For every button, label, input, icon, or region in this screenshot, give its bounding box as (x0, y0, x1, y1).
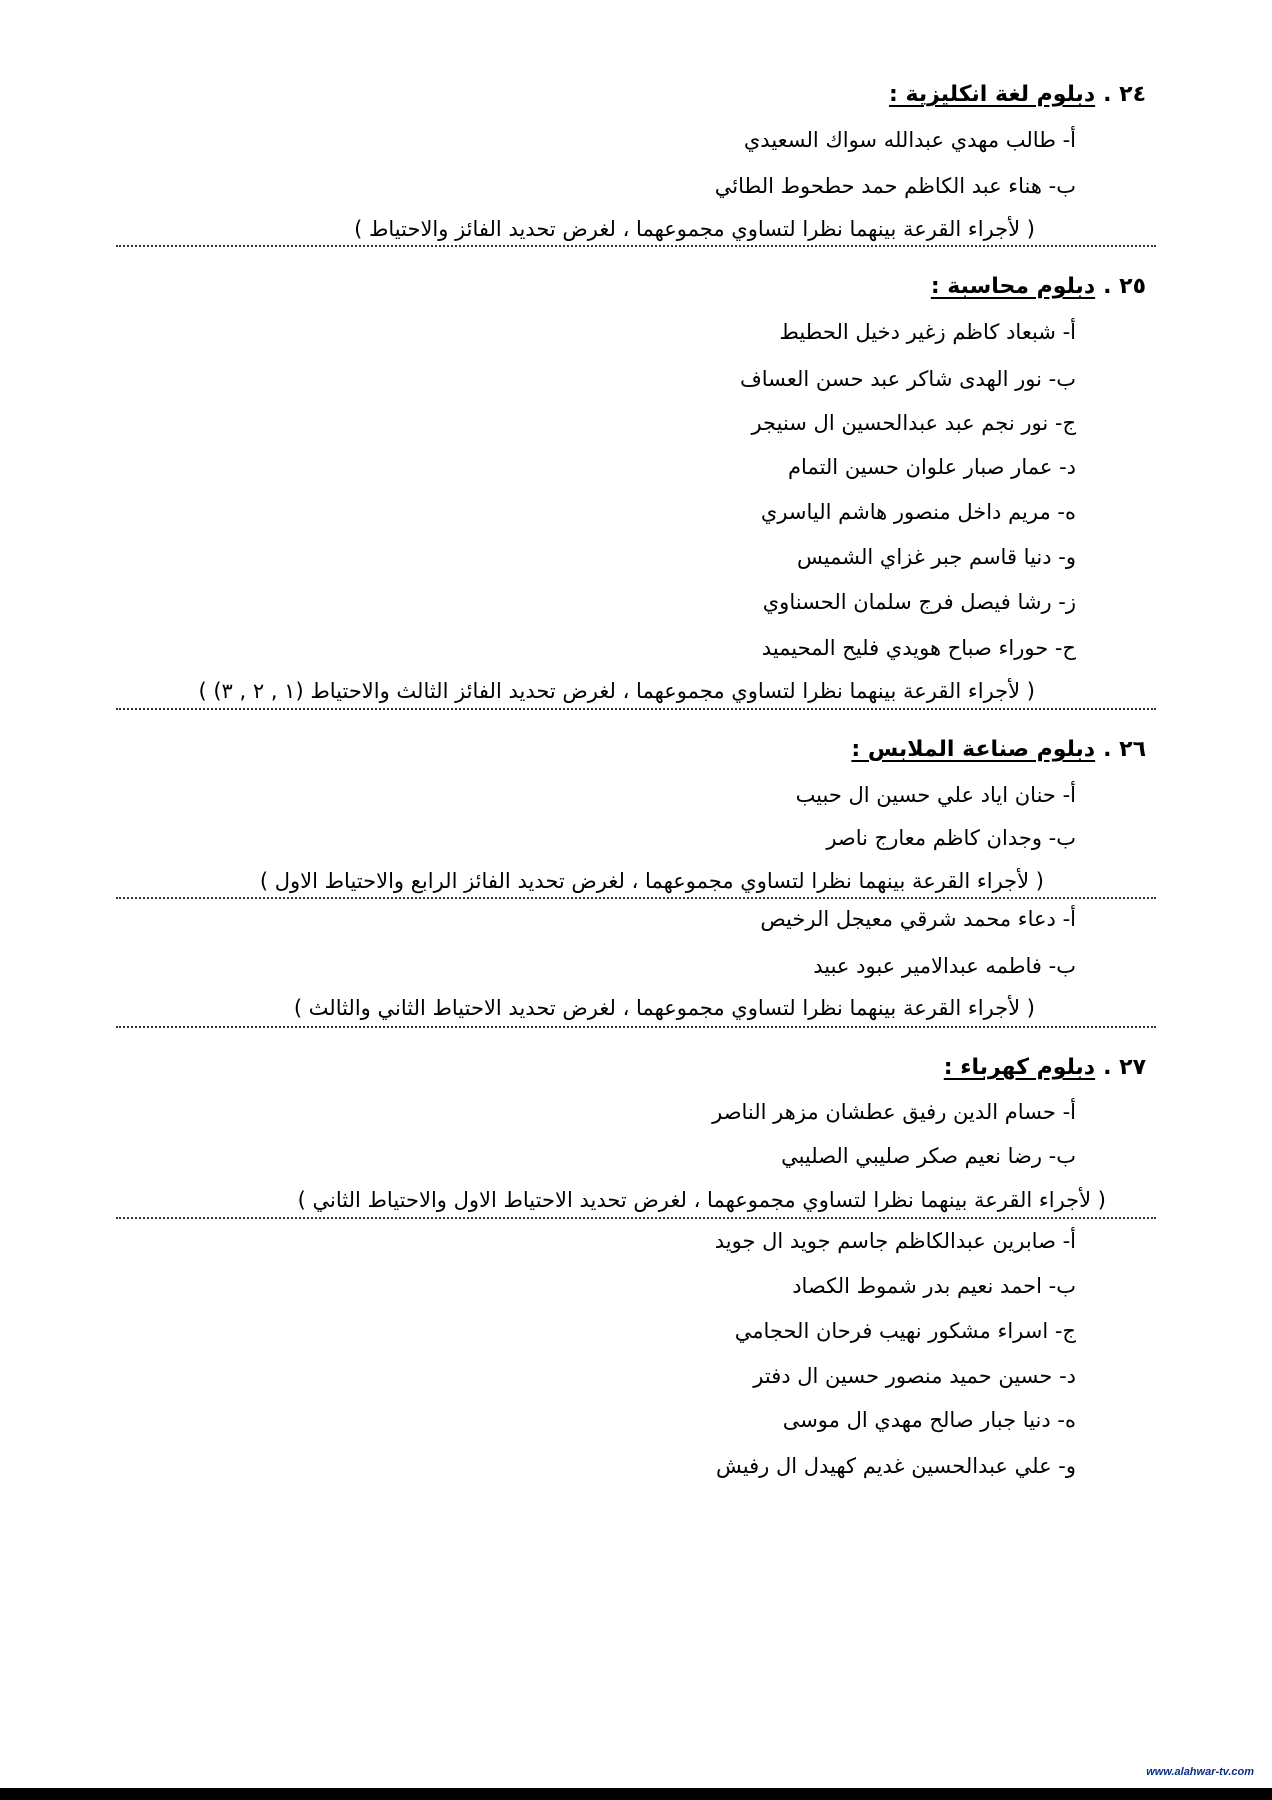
list-item: ز- رشا فيصل فرج سلمان الحسناوي (762, 590, 1076, 614)
list-item: ب- وجدان كاظم معارج ناصر (826, 826, 1076, 850)
list-item: أ- شبعاد كاظم زغير دخيل الحطيط (779, 320, 1076, 344)
section-heading-26 (851, 735, 1146, 765)
list-item: د- عمار صبار علوان حسين التمام (788, 455, 1076, 479)
list-item: د- حسين حميد منصور حسين ال دفتر (753, 1364, 1076, 1388)
list-item: أ- حنان اياد علي حسين ال حبيب (795, 783, 1076, 807)
list-item: ح- حوراء صباح هويدي فليح المحيميد (761, 636, 1076, 660)
section-number: ٢٧ . (1103, 1055, 1146, 1080)
dotted-divider (116, 245, 1156, 247)
draw-note: ( لأجراء القرعة بينهما نظرا لتساوي مجموعهما ، لغرض تحديد الاحتياط الثاني والثالث ) (293, 996, 1035, 1020)
dotted-divider (116, 1217, 1156, 1219)
list-item: ب- احمد نعيم بدر شموط الكصاد (792, 1274, 1076, 1298)
section-heading-25 (931, 272, 1146, 302)
list-item: و- دنيا قاسم جبر غزاي الشميس (797, 545, 1076, 569)
list-item: ب- فاطمه عبدالامير عبود عبيد (813, 954, 1076, 978)
list-item: ج- نور نجم عبد عبدالحسين ال سنيجر (751, 411, 1076, 435)
list-item: أ- صابرين عبدالكاظم جاسم جويد ال جويد (714, 1229, 1076, 1253)
list-item: ب- هناء عبد الكاظم حمد حطحوط الطائي (714, 174, 1076, 198)
dotted-divider (116, 708, 1156, 710)
list-item: ب- رضا نعيم صكر صليبي الصليبي (781, 1144, 1076, 1168)
draw-note: ( لأجراء القرعة بينهما نظرا لتساوي مجموعهما ، لغرض تحديد الفائز الرابع والاحتياط الاول ) (259, 869, 1044, 893)
list-item: أ- دعاء محمد شرقي معيجل الرخيص (760, 907, 1076, 931)
list-item: ه- دنيا جبار صالح مهدي ال موسى (782, 1408, 1076, 1432)
draw-note: ( لأجراء القرعة بينهما نظرا لتساوي مجموعهما ، لغرض تحديد الاحتياط الاول والاحتياط الثاني ) (297, 1188, 1106, 1212)
list-item: و- علي عبدالحسين غديم كهيدل ال رفيش (716, 1454, 1076, 1478)
dotted-divider (116, 897, 1156, 899)
section-number: ٢٥ . (1103, 274, 1146, 299)
list-item: ب- نور الهدى شاكر عبد حسن العساف (739, 367, 1076, 391)
section-heading-27 (944, 1053, 1146, 1083)
list-item: أ- حسام الدين رفيق عطشان مزهر الناصر (712, 1100, 1076, 1124)
list-item: ج- اسراء مشكور نهيب فرحان الحجامي (734, 1319, 1076, 1343)
draw-note: ( لأجراء القرعة بينهما نظرا لتساوي مجموعهما ، لغرض تحديد الفائز والاحتياط ) (354, 217, 1035, 241)
section-title: دبلوم لغة انكليزية : (889, 82, 1096, 107)
dotted-divider (116, 1026, 1156, 1028)
section-title: دبلوم صناعة الملابس : (851, 737, 1096, 762)
list-item: ه- مريم داخل منصور هاشم الياسري (760, 500, 1076, 524)
footer-bar (0, 1788, 1272, 1800)
section-number: ٢٤ . (1103, 82, 1146, 107)
section-title: دبلوم كهرباء : (943, 1055, 1096, 1080)
list-item: أ- طالب مهدي عبدالله سواك السعيدي (743, 128, 1076, 152)
website-watermark: www.alahwar-tv.com (1146, 1766, 1254, 1778)
section-number: ٢٦ . (1103, 737, 1146, 762)
section-heading-24 (889, 80, 1146, 110)
section-title: دبلوم محاسبة : (930, 274, 1096, 299)
draw-note: ( لأجراء القرعة بينهما نظرا لتساوي مجموعهما ، لغرض تحديد الفائز الثالث والاحتياط (١ , ٢ , ٣) ) (198, 679, 1035, 703)
